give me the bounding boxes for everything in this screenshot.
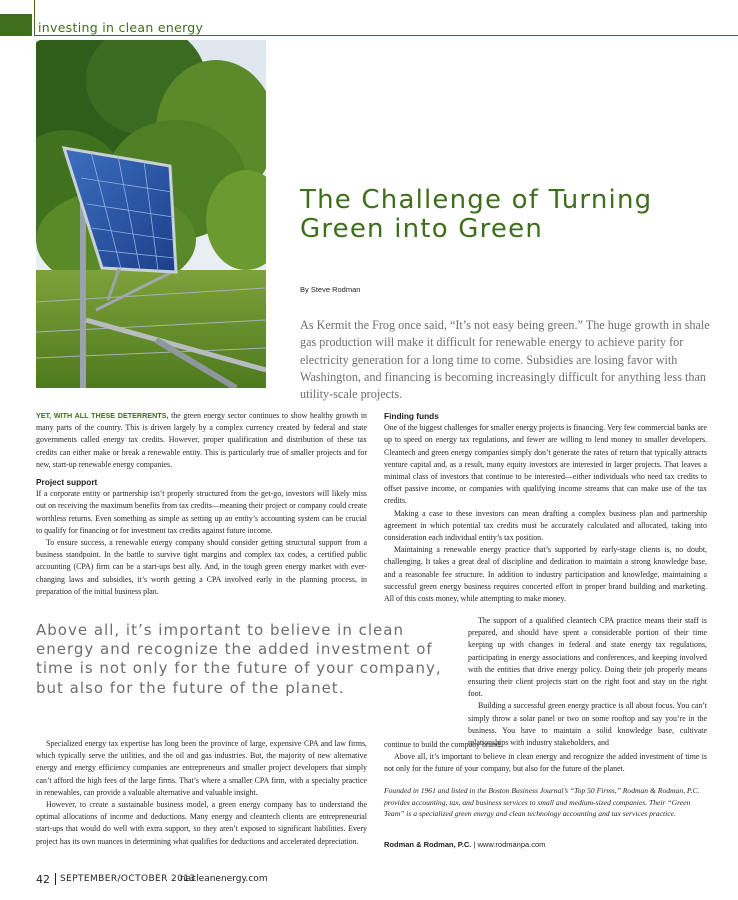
- signoff-name: Rodman & Rodman, P.C.: [384, 840, 472, 849]
- body-paragraph: Making a case to these investors can mean drafting a complex business plan and partnership agreement in which potential tax credits must be accurately calculated and allocated, taking into consideration each individual entity’s tax position.: [384, 508, 707, 543]
- right-column-bottom: [384, 739, 707, 776]
- section-label: investing in clean energy: [38, 20, 204, 35]
- right-column-top: [384, 410, 707, 605]
- signoff: [384, 840, 545, 849]
- subhead-project-support: Project support: [36, 477, 98, 488]
- website-link[interactable]: nacleanenergy.com: [180, 874, 268, 884]
- header-divider-vertical: [34, 0, 35, 36]
- left-column-top: [36, 410, 367, 598]
- section-color-block: [0, 14, 32, 36]
- body-paragraph: To ensure success, a renewable energy company should consider getting structural support from a business standpoint. In the battle to survive tight margins and complex tax codes, a certified public accounting (CPA) firm can be a start-ups best ally. And, in the tough green energy market with ever-changing laws and subsidies, it’s worth getting a CPA involved early in the planning process, in preparation of the initial business plan.: [36, 538, 367, 596]
- body-paragraph: Building a successful green energy practice is all about focus. You can’t simply throw a solar panel or two on some rooftop and say you’re in the business. You have to maintain a solid knowledge base, cultivate relationships with industry stakeholders, and: [468, 701, 707, 748]
- body-paragraph: The support of a qualified cleantech CPA practice means their staff is prepared, and should have spent a considerable portion of their time keeping up with changes in federal and state energy tax regulations, participating in energy associations and conferences, and keeping involved with the entities that drive energy policy. Doing their job properly means ensuring their client projects start on the right foot and stay on the right foot.: [468, 616, 707, 699]
- body-paragraph: Above all, it’s important to believe in clean energy and recognize the added investment of time is not only for the future of your company, but also for the future of the planet.: [384, 752, 707, 774]
- issue-date: SEPTEMBER/OCTOBER 2013: [60, 874, 196, 884]
- right-column-wrapped: [468, 615, 707, 749]
- body-paragraph: However, to create a sustainable business model, a green energy company has to understand the optimal allocations of income and deductions. Many energy and cleantech clients are entrepreneurial start-ups that would do well with extra support, so they aren’t exposed to significant liabilities. Every project has its own nuances in determining what qualifies for deductions and accelerated depreciation.: [36, 800, 367, 846]
- signoff-url: | www.rodmanpa.com: [471, 840, 546, 849]
- body-paragraph: Specialized energy tax expertise has long been the province of large, expensive CPA and law firms, which typically serve the utilities, and the oil and gas industries. But, the majority of new alternative energy and energy efficiency companies are entrepreneurs and smaller project developers that simply can’t afford the high fees of the large firms. That’s where a smaller CPA firm, with a specialty practice in renewables, can provide a valuable alternative and valuable insight.: [36, 739, 367, 797]
- body-paragraph: YET, WITH ALL THESE DETERRENTS, the green energy sector continues to show healthy growth in many parts of the country. This is driven largely by a complex currency created by federal and state governments called energy tax credits. However, proper qualification and distribution of these tax credits can either make or break a renewable entity. This is particularly true of smaller projects and for new, start-up renewable energy companies.: [36, 411, 367, 469]
- footer-divider: [55, 873, 56, 885]
- body-paragraph: If a corporate entity or partnership isn’t properly structured from the get-go, investors will likely miss out on receiving the maximum benefits from tax credits—meaning their project or company could create worthless returns. Even something as simple as setting up an entity’s accounting system can be crucial to qualify for financing or for investment tax credits against future income.: [36, 489, 367, 535]
- header-divider-horizontal: [34, 35, 738, 36]
- article-title: The Challenge of Turning Green into Green: [300, 185, 653, 244]
- article-intro: As Kermit the Frog once said, “It’s not easy being green.” The huge growth in shale gas production will make it difficult for renewable energy to achieve parity for electricity generation for a long time to come. Subsidies are losing favor with Washington, and financing is becoming increasingly difficult for anything less than utility-scale projects.: [300, 318, 710, 402]
- lead-in: YET, WITH ALL THESE DETERRENTS,: [36, 411, 169, 420]
- body-paragraph: continue to build the company brand.: [384, 740, 502, 749]
- article-byline: By Steve Rodman: [300, 285, 361, 294]
- pull-quote: Above all, it’s important to believe in clean energy and recognize the added investment of time is not only for the future of your company, but also for the future of the planet.: [36, 621, 442, 697]
- page-number: 42: [36, 873, 50, 886]
- author-footnote: Founded in 1961 and listed in the Boston Business Journal’s “Top 50 Firms,” Rodman & Rodman, P.C. provides accounting, tax, and business services to small and medium-sized companies. Their “Green Team” is a specialized green energy and clean technology accounting and tax services practice.: [384, 786, 700, 819]
- solar-panel-photo: [36, 40, 266, 388]
- left-column-bottom: [36, 738, 367, 848]
- subhead-finding-funds: Finding funds: [384, 411, 439, 421]
- body-paragraph: Maintaining a renewable energy practice that’s supported by early-stage clients is, no doubt, challenging. It takes a great deal of discipline and dedication to maintain a strong knowledge base, and a reasonable fee structure. In addition to industry participation and knowledge, maintaining a successful green energy business requires concerted effort in proper brand building and marketing. All of this costs money, while attempting to make money.: [384, 545, 707, 604]
- body-paragraph: One of the biggest challenges for smaller energy projects is financing. Very few commercial banks are up to speed on energy tax regulations, and fewer are willing to lend money to smaller developers. Cleantech and green energy companies simply don’t generate the rates of return that typically attracts venture capital and, as a result, many equity investors are interested in larger projects. That leaves a minimal class of investors that continue to be interested—either individuals who need tax credits to offset passive income, or companies with qualifying income streams that can make use of the tax credits.: [384, 423, 707, 506]
